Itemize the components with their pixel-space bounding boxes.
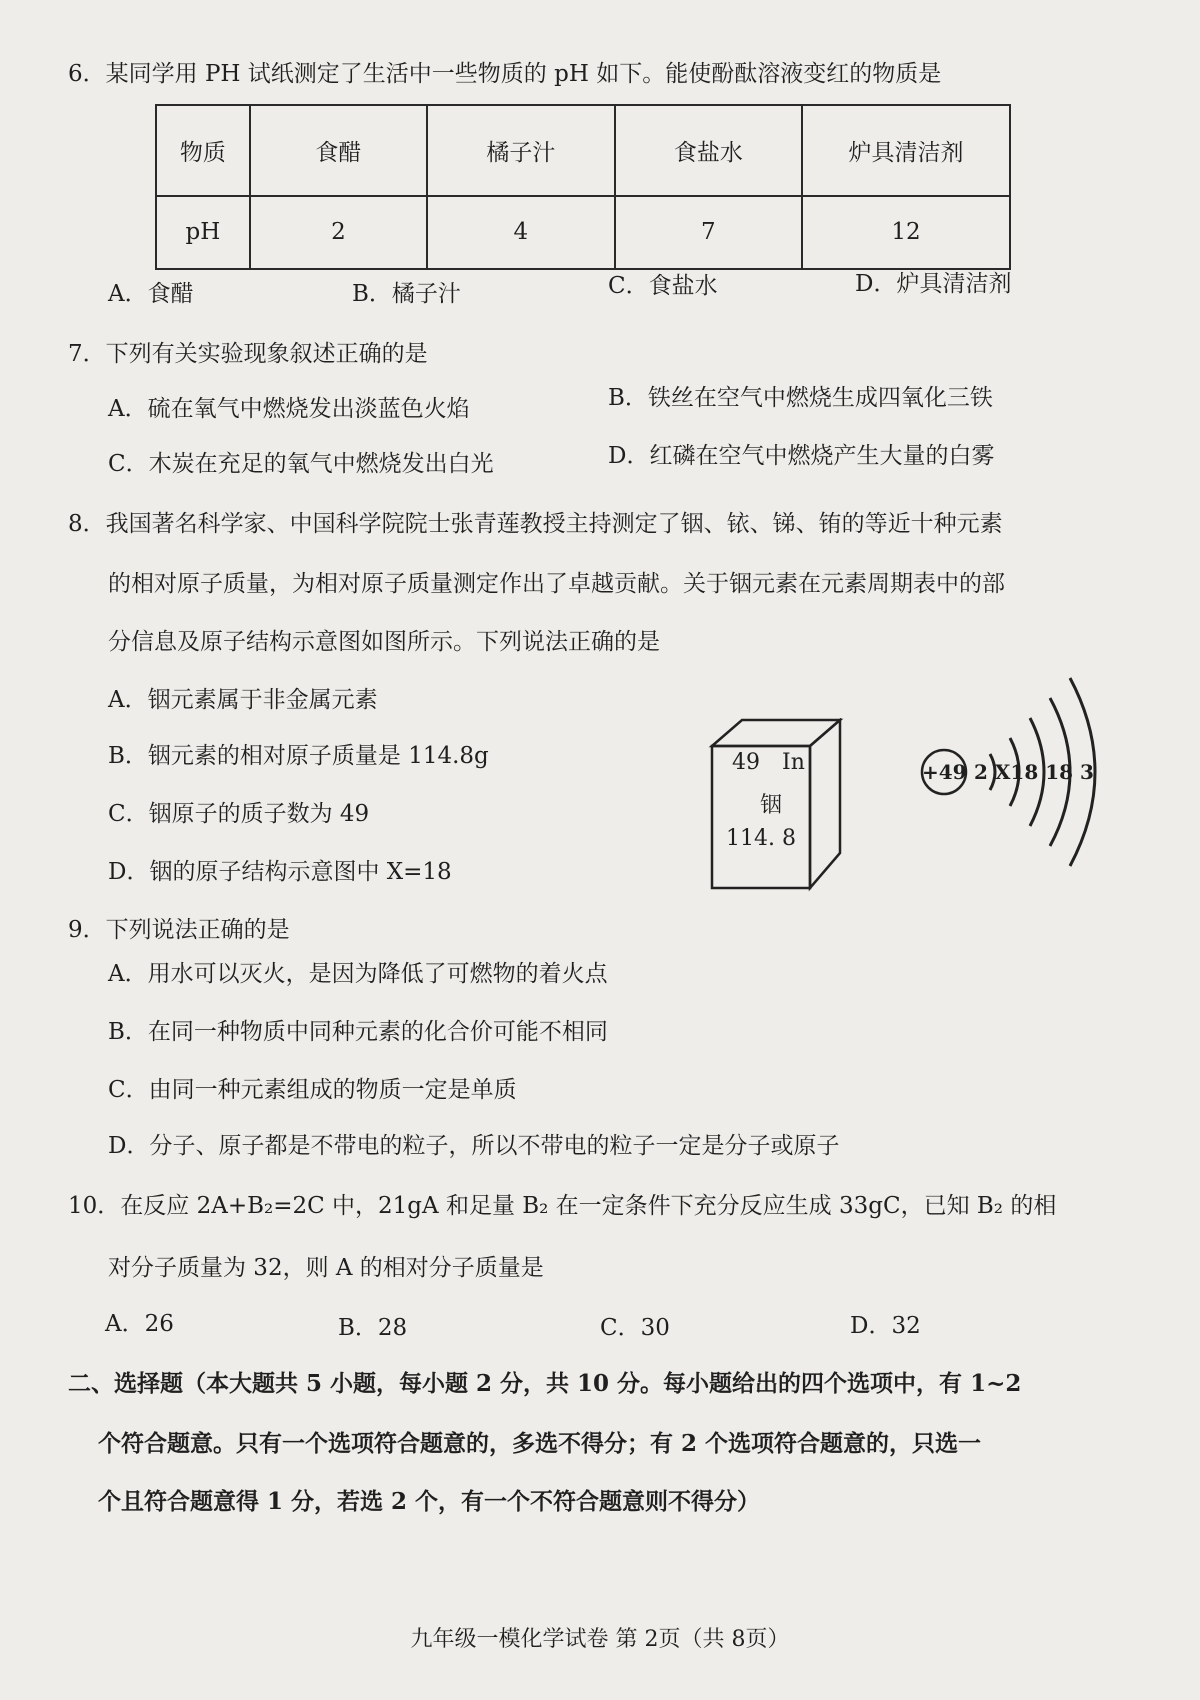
q8-stem-line-3: 分信息及原子结构示意图如图所示。下列说法正确的是 [108,629,660,655]
q10-option-c: C．30 [600,1315,670,1341]
page-footer: 九年级一模化学试卷 第 2页（共 8页） [410,1627,790,1652]
q8-stem-line-2: 的相对原子质量，为相对原子质量测定作出了卓越贡献。关于铟元素在元素周期表中的部 [108,571,1005,597]
table-cell: 7 [615,196,803,269]
q10-option-b: B．28 [338,1315,408,1341]
q7-stem: 7．下列有关实验现象叙述正确的是 [68,341,428,367]
element-mass: 114. 8 [726,826,796,851]
q10-stem-line-2: 对分子质量为 32，则 A 的相对分子质量是 [108,1255,544,1281]
ph-table-value-row [156,196,1010,269]
q6-option-a: A．食醋 [108,281,194,307]
section2-line-2: 个符合题意。只有一个选项符合题意的，多选不得分；有 2 个选项符合题意的，只选一 [98,1430,982,1457]
q6-stem: 6．某同学用 PH 试纸测定了生活中一些物质的 pH 如下。能使酚酞溶液变红的物质是 [68,61,942,87]
cube-outline [690,718,905,893]
q8-option-c: C．铟原子的质子数为 49 [108,801,370,827]
table-cell: 物质 [156,105,250,196]
table-cell: 4 [427,196,615,269]
table-cell: 食盐水 [615,105,803,196]
table-cell: 12 [802,196,1010,269]
q10-option-a: A．26 [105,1311,174,1337]
q8-option-d: D．铟的原子结构示意图中 X=18 [108,859,452,885]
ph-table-header-row [156,105,1010,196]
table-cell: 2 [250,196,427,269]
element-symbol: In [782,750,805,775]
q10-stem-line-1: 10．在反应 2A+B₂=2C 中，21gA 和足量 B₂ 在一定条件下充分反应生成 33gC，已知 B₂ 的相 [68,1193,1057,1219]
element-card-cube [690,718,905,893]
q9-option-a: A．用水可以灭火，是因为降低了可燃物的着火点 [108,961,608,987]
q9-stem: 9．下列说法正确的是 [68,917,290,943]
atom-shell-electrons: 2 X18 18 3 [974,760,1094,784]
q7-option-a: A．硫在氧气中燃烧发出淡蓝色火焰 [108,396,470,422]
q6-option-d: D．炉具清洁剂 [855,271,1012,297]
table-cell: 橘子汁 [427,105,615,196]
element-atomic-number: 49 [732,750,760,775]
q8-option-b: B．铟元素的相对原子质量是 114.8g [108,743,489,769]
section2-line-1: 二、选择题（本大题共 5 小题，每小题 2 分，共 10 分。每小题给出的四个选项中，有 1~2 [68,1370,1022,1397]
element-name: 铟 [760,793,783,818]
table-cell: 炉具清洁剂 [802,105,1010,196]
q7-option-b: B．铁丝在空气中燃烧生成四氧化三铁 [608,385,993,411]
q9-option-d: D．分子、原子都是不带电的粒子，所以不带电的粒子一定是分子或原子 [108,1133,840,1159]
q6-option-c: C．食盐水 [608,273,718,299]
table-cell: pH [156,196,250,269]
atom-nucleus-charge: +49 [922,760,967,784]
q9-option-b: B．在同一种物质中同种元素的化合价可能不相同 [108,1019,608,1045]
q7-option-d: D．红磷在空气中燃烧产生大量的白雾 [608,443,995,469]
q6-option-b: B．橘子汁 [352,281,461,307]
ph-table [155,104,1011,270]
section2-line-3: 个且符合题意得 1 分，若选 2 个，有一个不符合题意则不得分） [98,1488,761,1515]
q7-option-c: C．木炭在充足的氧气中燃烧发出白光 [108,451,494,477]
q9-option-c: C．由同一种元素组成的物质一定是单质 [108,1077,517,1103]
atom-structure-diagram [912,660,1112,880]
q8-option-a: A．铟元素属于非金属元素 [108,687,378,713]
table-cell: 食醋 [250,105,427,196]
q8-stem-line-1: 8．我国著名科学家、中国科学院院士张青莲教授主持测定了铟、铱、锑、铕的等近十种元素 [68,511,1003,537]
q10-option-d: D．32 [850,1313,921,1339]
